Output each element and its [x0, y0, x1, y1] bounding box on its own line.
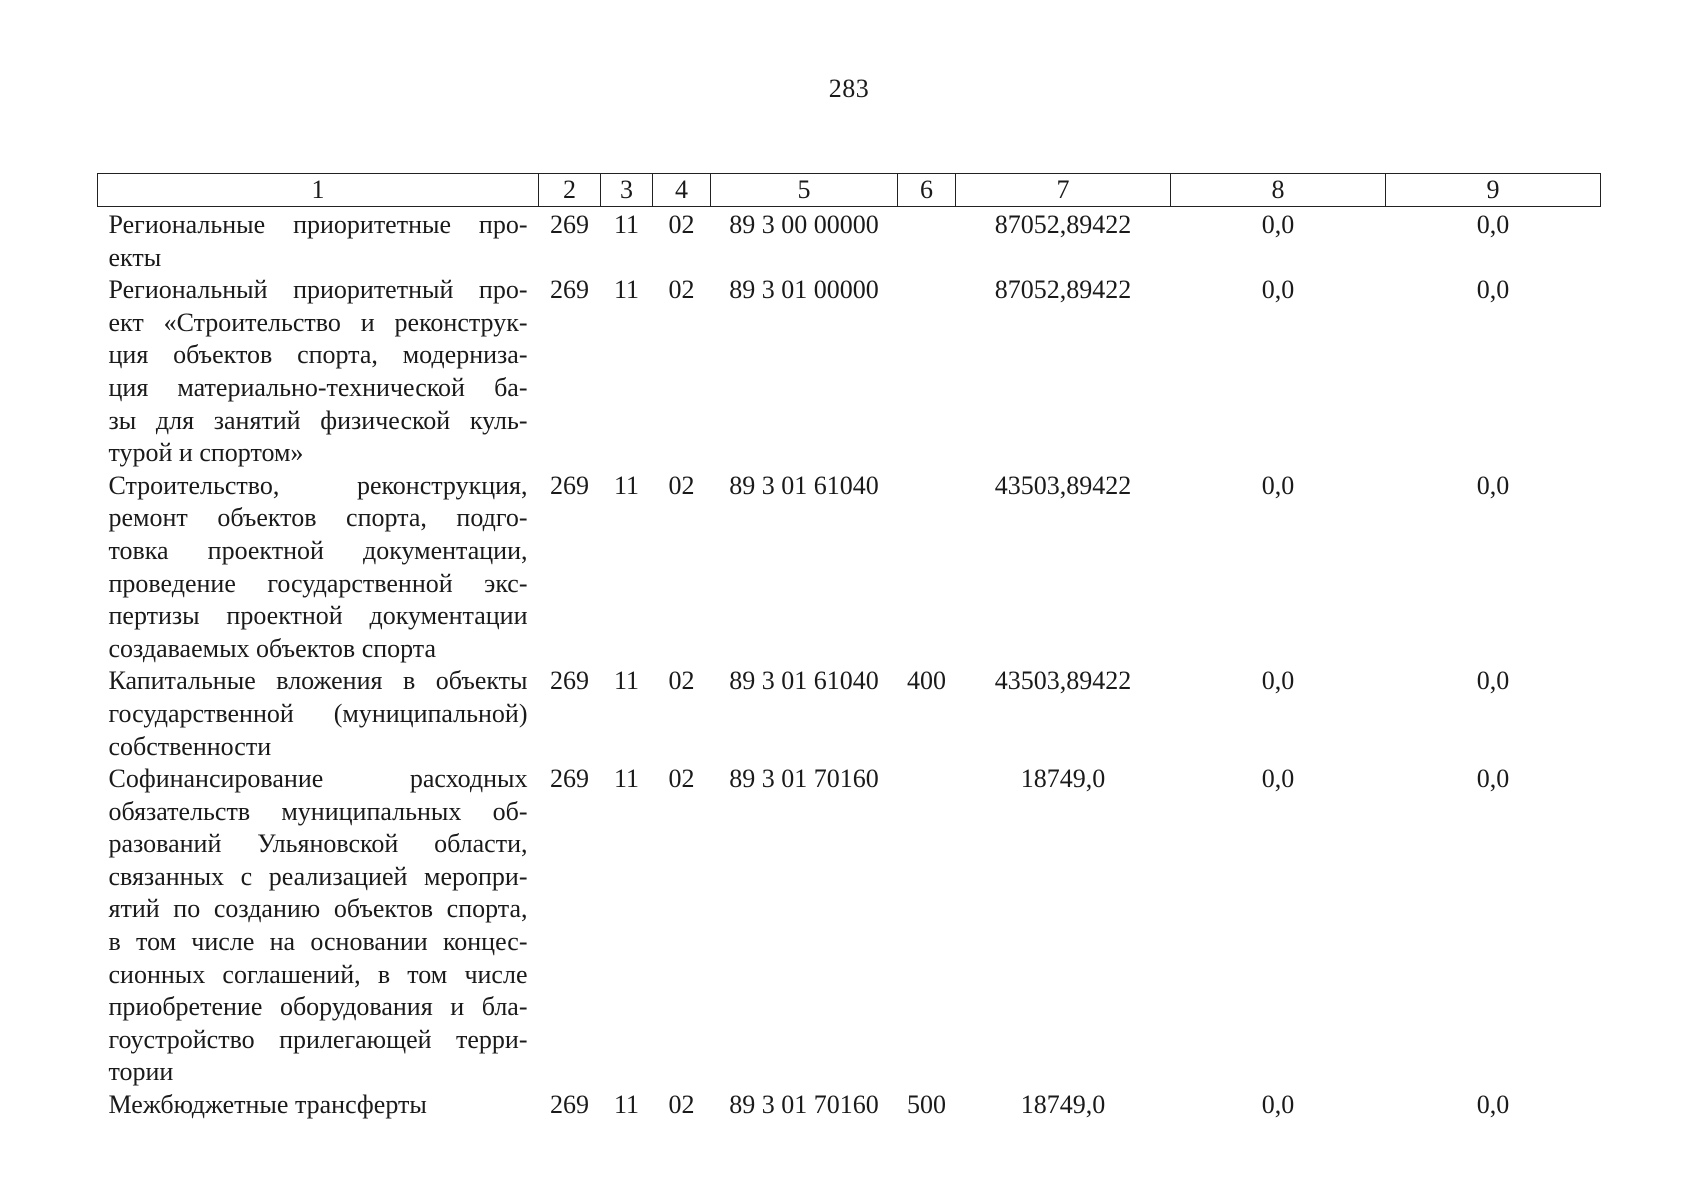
admin-code: 269	[550, 764, 589, 794]
subsection-code: 02	[668, 764, 695, 794]
amount-year-3: 0,0	[1476, 470, 1510, 500]
budget-table	[97, 173, 1601, 1122]
amount-year-1: 43503,89422	[994, 470, 1132, 500]
amount-year-1: 18749,0	[1020, 764, 1106, 794]
header-row	[98, 174, 1601, 207]
section-code: 11	[613, 764, 640, 794]
amount-year-2: 0,0	[1261, 1090, 1295, 1120]
section-code: 11	[613, 470, 640, 500]
expense-type-code: 400	[907, 666, 946, 696]
row-description	[98, 665, 539, 763]
column-header-4: 4	[653, 174, 711, 207]
column-header-8: 8	[1171, 174, 1386, 207]
column-header-3: 3	[601, 174, 653, 207]
description-line: зы для занятий физической куль-	[108, 405, 528, 435]
row-description	[98, 470, 539, 666]
admin-code: 269	[550, 470, 589, 500]
amount-year-3: 0,0	[1476, 1090, 1510, 1120]
section-code: 11	[613, 210, 640, 239]
table-row	[98, 1089, 1601, 1122]
description-line: обязательств муниципальных об-	[108, 796, 528, 826]
description-line: собственности	[108, 731, 272, 761]
subsection-code: 02	[668, 1090, 695, 1120]
admin-code: 269	[550, 275, 589, 305]
admin-code: 269	[550, 666, 589, 696]
target-article-code: 89 3 01 61040	[729, 666, 879, 696]
description-line: Строительство, реконструкция,	[108, 470, 528, 500]
expense-type-code	[898, 274, 956, 470]
amount-year-2: 0,0	[1261, 666, 1295, 696]
amount-year-3: 0,0	[1476, 666, 1510, 696]
description-line: ция объектов спорта, модерниза-	[108, 340, 528, 370]
amount-year-2: 0,0	[1261, 275, 1295, 305]
subsection-code: 02	[668, 666, 695, 696]
description-line: ция материально-технической ба-	[108, 372, 528, 402]
column-header-5: 5	[711, 174, 898, 207]
column-header-1: 1	[98, 174, 539, 207]
target-article-code: 89 3 00 00000	[729, 210, 879, 239]
amount-year-3: 0,0	[1476, 275, 1510, 305]
table-header	[98, 174, 1601, 207]
amount-year-1: 18749,0	[1020, 1090, 1106, 1120]
subsection-code: 02	[668, 470, 695, 500]
section-code: 11	[613, 1090, 640, 1120]
target-article-code: 89 3 01 70160	[729, 1090, 879, 1120]
row-description	[98, 1089, 539, 1122]
description-line: ект «Строительство и реконструк-	[108, 307, 528, 337]
amount-year-2: 0,0	[1261, 210, 1295, 239]
page-number: 283	[828, 74, 870, 103]
target-article-code: 89 3 01 61040	[729, 470, 879, 500]
description-line: сионных соглашений, в том числе	[108, 959, 528, 989]
description-line: государственной (муниципальной)	[108, 698, 528, 728]
expense-type-code	[898, 763, 956, 1089]
description-line: пертизы проектной документации	[108, 601, 528, 631]
description-line: Софинансирование расходных	[108, 764, 528, 794]
description-line: Межбюджетные трансферты	[108, 1090, 427, 1120]
table-row	[98, 470, 1601, 666]
description-line: тории	[108, 1057, 174, 1087]
expense-type-code	[898, 470, 956, 666]
subsection-code: 02	[668, 275, 695, 305]
description-line: гоустройство прилегающей терри-	[108, 1024, 528, 1054]
description-line: в том числе на основании концес-	[108, 927, 528, 957]
description-line: турой и спортом»	[108, 438, 304, 468]
description-line: приобретение оборудования и бла-	[108, 992, 528, 1022]
row-description	[98, 207, 539, 275]
table-row	[98, 207, 1601, 275]
description-line: разований Ульяновской области,	[108, 829, 528, 859]
column-header-6: 6	[898, 174, 956, 207]
column-header-9: 9	[1386, 174, 1601, 207]
table-row	[98, 763, 1601, 1089]
expense-type-code	[898, 207, 956, 275]
column-header-2: 2	[539, 174, 601, 207]
section-code: 11	[613, 666, 640, 696]
description-line: Капитальные вложения в объекты	[108, 666, 528, 696]
admin-code: 269	[550, 210, 589, 239]
amount-year-1: 87052,89422	[994, 275, 1132, 305]
table-row	[98, 665, 1601, 763]
description-line: создаваемых объектов спорта	[108, 633, 437, 663]
amount-year-3: 0,0	[1476, 210, 1510, 239]
subsection-code: 02	[668, 210, 695, 239]
description-line: связанных с реализацией меропри-	[108, 861, 528, 891]
amount-year-1: 87052,89422	[994, 210, 1132, 239]
table-row	[98, 274, 1601, 470]
description-line: екты	[108, 242, 162, 272]
target-article-code: 89 3 01 70160	[729, 764, 879, 794]
admin-code: 269	[550, 1090, 589, 1120]
amount-year-1: 43503,89422	[994, 666, 1132, 696]
row-description	[98, 274, 539, 470]
description-line: ятий по созданию объектов спорта,	[108, 894, 528, 924]
section-code: 11	[613, 275, 640, 305]
amount-year-3: 0,0	[1476, 764, 1510, 794]
column-header-7: 7	[956, 174, 1171, 207]
description-line: товка проектной документации,	[108, 535, 528, 565]
description-line: проведение государственной экс-	[108, 568, 528, 598]
description-line: ремонт объектов спорта, подго-	[108, 503, 528, 533]
description-line: Региональный приоритетный про-	[108, 275, 528, 305]
row-description	[98, 763, 539, 1089]
target-article-code: 89 3 01 00000	[729, 275, 879, 305]
table-body	[98, 207, 1601, 1122]
expense-type-code: 500	[907, 1090, 946, 1120]
amount-year-2: 0,0	[1261, 764, 1295, 794]
description-line: Региональные приоритетные про-	[108, 210, 528, 239]
amount-year-2: 0,0	[1261, 470, 1295, 500]
